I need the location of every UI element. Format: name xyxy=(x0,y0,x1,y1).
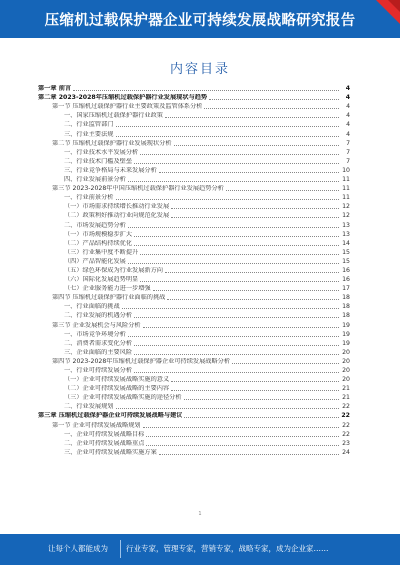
toc-entry[interactable] xyxy=(38,330,350,339)
toc-entry-title: 第四节 压缩机过载保护器行业面临的挑战 xyxy=(52,294,166,302)
toc-heading: 内容目录 xyxy=(169,62,230,77)
toc-entry-page: 19 xyxy=(342,339,350,347)
toc-entry-title: 一、市场竞争环境分析 xyxy=(64,330,126,338)
toc-entry[interactable] xyxy=(38,393,350,402)
toc-entry-page: 19 xyxy=(342,330,350,338)
toc-entry-title: 二、行业发展的机遇分析 xyxy=(64,312,133,320)
toc-entry[interactable] xyxy=(38,339,350,348)
toc-entry-page: 13 xyxy=(342,230,350,238)
toc-leader-dots xyxy=(122,308,339,309)
toc-entry[interactable] xyxy=(38,230,350,239)
toc-entry-title: 一、企业可持续发展战略目标 xyxy=(64,430,145,438)
toc-entry-title: 一、行业可持续发展分析 xyxy=(64,367,133,374)
toc-entry[interactable] xyxy=(38,93,350,102)
toc-entry-title: （三）企业可持续发展战略实施的途径分析 xyxy=(64,394,182,402)
toc-entry-page: 4 xyxy=(346,103,350,111)
toc-leader-dots xyxy=(128,263,339,264)
toc-entry-title: 第二节 压缩机过载保护器行业发展现状分析 xyxy=(52,139,172,147)
toc-entry-page: 18 xyxy=(342,303,350,311)
toc-entry-title: （一）市场需求持续增长推动行业发展 xyxy=(64,203,170,211)
toc-entry[interactable] xyxy=(38,139,350,148)
toc-entry[interactable] xyxy=(38,384,350,393)
toc-entry-page: 12 xyxy=(342,212,350,220)
toc-leader-dots xyxy=(116,199,340,200)
toc-leader-dots xyxy=(184,399,339,400)
toc-entry[interactable] xyxy=(38,111,350,120)
report-title: 压缩机过载保护器企业可持续发展战略研究报告 xyxy=(44,12,356,29)
toc-entry-title: （二）政策利好推动行业向规范化发展 xyxy=(64,212,170,220)
toc-entry[interactable] xyxy=(38,448,350,457)
toc-entry[interactable] xyxy=(38,366,350,375)
toc-entry[interactable] xyxy=(38,402,350,411)
toc-entry-page: 7 xyxy=(346,148,350,156)
toc-leader-dots xyxy=(116,136,340,137)
toc-entry[interactable] xyxy=(38,148,350,157)
toc-entry[interactable] xyxy=(38,284,350,293)
toc-entry[interactable] xyxy=(38,275,350,284)
toc-entry-title: 一、行业技术水平发展分析 xyxy=(64,148,139,156)
toc-leader-dots xyxy=(171,390,339,391)
toc-entry-page: 11 xyxy=(342,185,350,193)
toc-leader-dots xyxy=(134,345,339,346)
toc-leader-dots xyxy=(134,163,339,164)
toc-entry-title: 第三节 企业发展机会与风险分析 xyxy=(52,321,141,329)
toc-entry-title: （二）企业可持续发展战略的主要内容 xyxy=(64,385,170,393)
toc-leader-dots xyxy=(116,408,340,409)
toc-entry-page: 16 xyxy=(342,266,350,274)
toc-leader-dots xyxy=(73,90,339,91)
toc-entry-page: 4 xyxy=(346,130,350,138)
toc-entry[interactable] xyxy=(38,157,350,166)
toc-leader-dots xyxy=(134,245,339,246)
toc-entry-title: 一、行业前景分析 xyxy=(64,194,114,202)
toc-leader-dots xyxy=(204,108,339,109)
toc-entry[interactable] xyxy=(38,348,350,357)
toc-entry-title: 三、行业主要法规 xyxy=(64,130,114,138)
toc-entry-title: （七）企业服务能力进一步增强 xyxy=(64,285,151,293)
toc-entry[interactable] xyxy=(38,129,350,138)
toc-entry-title: （四）产品智能化发展 xyxy=(64,257,126,265)
toc-entry-page: 22 xyxy=(341,412,350,420)
toc-entry-page: 23 xyxy=(342,439,350,447)
toc-entry[interactable] xyxy=(38,439,350,448)
toc-entry-title: 第三章 压缩机过载保护器企业可持续发展战略与建议 xyxy=(38,412,183,420)
toc-entry-page: 21 xyxy=(342,385,350,393)
toc-entry[interactable] xyxy=(38,420,350,429)
toc-entry[interactable] xyxy=(38,320,350,329)
toc-leader-dots xyxy=(134,354,339,355)
toc-entry-title: 二、消费者需求变化分析 xyxy=(64,339,133,347)
toc-leader-dots xyxy=(159,172,339,173)
toc-leader-dots xyxy=(153,290,339,291)
toc-entry-page: 16 xyxy=(342,276,350,284)
toc-entry[interactable] xyxy=(38,220,350,229)
toc-leader-dots xyxy=(128,227,339,228)
toc-leader-dots xyxy=(146,436,339,437)
toc-entry-title: 二、市场发展趋势分析 xyxy=(64,221,126,229)
toc-entry-page: 20 xyxy=(342,348,350,356)
toc-entry[interactable] xyxy=(38,166,350,175)
toc-entry-title: （二）产品结构持续优化 xyxy=(64,239,133,247)
toc-leader-dots xyxy=(128,336,339,337)
toc-leader-dots xyxy=(171,381,339,382)
toc-entry-page: 20 xyxy=(342,367,350,374)
toc-entry[interactable] xyxy=(38,84,350,93)
toc-entry[interactable] xyxy=(38,184,350,193)
toc-entry-title: （一）企业可持续发展战略实施的意义 xyxy=(64,376,170,384)
toc-leader-dots xyxy=(184,417,339,418)
toc-entry-page: 12 xyxy=(342,203,350,211)
toc-entry[interactable] xyxy=(38,357,350,366)
toc-leader-dots xyxy=(134,372,339,373)
toc-entry[interactable] xyxy=(38,266,350,275)
footer-slogan-left: 让每个人都能成为 xyxy=(48,544,108,553)
toc-entry[interactable] xyxy=(38,175,350,184)
toc-entry-page: 24 xyxy=(342,448,350,456)
toc-entry[interactable] xyxy=(38,257,350,266)
page-number: 1 xyxy=(198,511,202,517)
toc-leader-dots xyxy=(128,181,339,182)
toc-entry-page: 22 xyxy=(342,430,350,438)
toc-entry-title: （三）行业集中度不断提升 xyxy=(64,248,139,256)
toc-entry[interactable] xyxy=(38,211,350,220)
toc-entry-title: 一、国家压缩机过载保护器行业政策 xyxy=(64,112,163,120)
toc-entry-title: 第四节 2023-2028年压缩机过载保护器企业可持续发展战略分析 xyxy=(52,357,231,365)
toc-leader-dots xyxy=(134,317,339,318)
toc-entry-title: 第一节 企业可持续发展战略规划 xyxy=(52,421,141,429)
toc-entry-page: 10 xyxy=(342,166,350,174)
toc-entry-page: 22 xyxy=(342,403,350,411)
toc-leader-dots xyxy=(146,445,339,446)
toc-entry-page: 19 xyxy=(342,321,350,329)
toc-entry-page: 4 xyxy=(345,85,350,93)
toc-entry-page: 18 xyxy=(342,294,350,302)
toc-entry-page: 18 xyxy=(342,312,350,320)
toc-entry-title: 三、企业面临的主要风险 xyxy=(64,348,133,356)
toc-leader-dots xyxy=(171,208,339,209)
toc-entry-title: 二、行业技术门槛及壁垒 xyxy=(64,157,133,165)
toc-entry[interactable] xyxy=(38,302,350,311)
toc-entry-title: 二、行业监管部门 xyxy=(64,121,114,129)
toc-entry-title: 四、行业发展前景分析 xyxy=(64,176,126,184)
toc-entry-title: （六）国际化发展趋势明显 xyxy=(64,276,139,284)
toc-entry-page: 4 xyxy=(345,94,350,102)
toc-leader-dots xyxy=(174,145,339,146)
toc-leader-dots xyxy=(134,236,339,237)
toc-leader-dots xyxy=(165,117,339,118)
toc-entry[interactable] xyxy=(38,411,350,420)
toc-entry-page: 21 xyxy=(342,394,350,402)
toc-entry-title: 一、行业面临的挑战 xyxy=(64,303,120,311)
corner-decoration-inner xyxy=(388,0,400,12)
toc-entry[interactable] xyxy=(38,239,350,248)
toc-entry-page: 4 xyxy=(346,112,350,120)
toc-entry-title: 三、行业竞争格局与未来发展分析 xyxy=(64,166,157,174)
toc-entry-page: 15 xyxy=(342,248,350,256)
toc-leader-dots xyxy=(165,272,339,273)
toc-entry-page: 15 xyxy=(342,257,350,265)
toc-entry-page: 13 xyxy=(342,221,350,229)
toc-entry-title: 第三节 2023-2028年中国压缩机过载保护器行业发展趋势分析 xyxy=(52,185,224,193)
toc-entry[interactable] xyxy=(38,248,350,257)
toc-entry[interactable] xyxy=(38,375,350,384)
toc-leader-dots xyxy=(167,299,339,300)
toc-entry-page: 14 xyxy=(342,239,350,247)
toc-entry[interactable] xyxy=(38,293,350,302)
toc-entry-title: 二、行业发展规划 xyxy=(64,403,114,411)
toc-entry-page: 7 xyxy=(346,139,350,147)
toc-entry[interactable] xyxy=(38,430,350,439)
toc-entry-title: （一）市场规模稳步扩大 xyxy=(64,230,133,238)
footer-slogan-right: 行业专家，管理专家，营销专家，战略专家，成为企业家…… xyxy=(126,544,329,553)
toc-leader-dots xyxy=(140,154,339,155)
toc-leader-dots xyxy=(159,454,339,455)
toc-entry[interactable] xyxy=(38,193,350,202)
toc-entry[interactable] xyxy=(38,202,350,211)
toc-entry-page: 7 xyxy=(346,157,350,165)
toc-leader-dots xyxy=(140,254,339,255)
toc-entry-page: 20 xyxy=(342,357,350,365)
toc-leader-dots xyxy=(226,190,339,191)
toc-entry-title: 三、企业可持续发展战略实施方案 xyxy=(64,448,157,456)
toc-leader-dots xyxy=(143,427,339,428)
toc-entry-title: 第一节 压缩机过载保护器行业主要政策及监管体系分析 xyxy=(52,103,203,111)
toc-entry-page: 11 xyxy=(342,176,350,184)
toc-leader-dots xyxy=(116,126,340,127)
toc-entry[interactable] xyxy=(38,120,350,129)
toc-entry-title: 二、企业可持续发展战略重点 xyxy=(64,439,145,447)
footer-divider xyxy=(120,540,121,558)
toc-entry-page: 22 xyxy=(342,421,350,429)
toc-leader-dots xyxy=(209,99,339,100)
toc-entry-page: 20 xyxy=(342,376,350,384)
toc-entry-page: 4 xyxy=(346,121,350,129)
toc-leader-dots xyxy=(140,281,339,282)
table-of-contents xyxy=(38,84,350,457)
toc-entry-title: 第一章 前言 xyxy=(38,85,72,93)
toc-entry-title: 第二章 2023-2028年压缩机过载保护器行业发展现状与趋势 xyxy=(38,94,208,102)
toc-leader-dots xyxy=(143,327,339,328)
toc-entry-title: （五）绿色环保成为行业发展新方向 xyxy=(64,266,163,274)
toc-entry-page: 11 xyxy=(342,194,350,202)
toc-leader-dots xyxy=(171,217,339,218)
toc-leader-dots xyxy=(232,363,339,364)
toc-entry-page: 17 xyxy=(342,285,350,293)
toc-entry[interactable] xyxy=(38,102,350,111)
toc-entry[interactable] xyxy=(38,311,350,320)
